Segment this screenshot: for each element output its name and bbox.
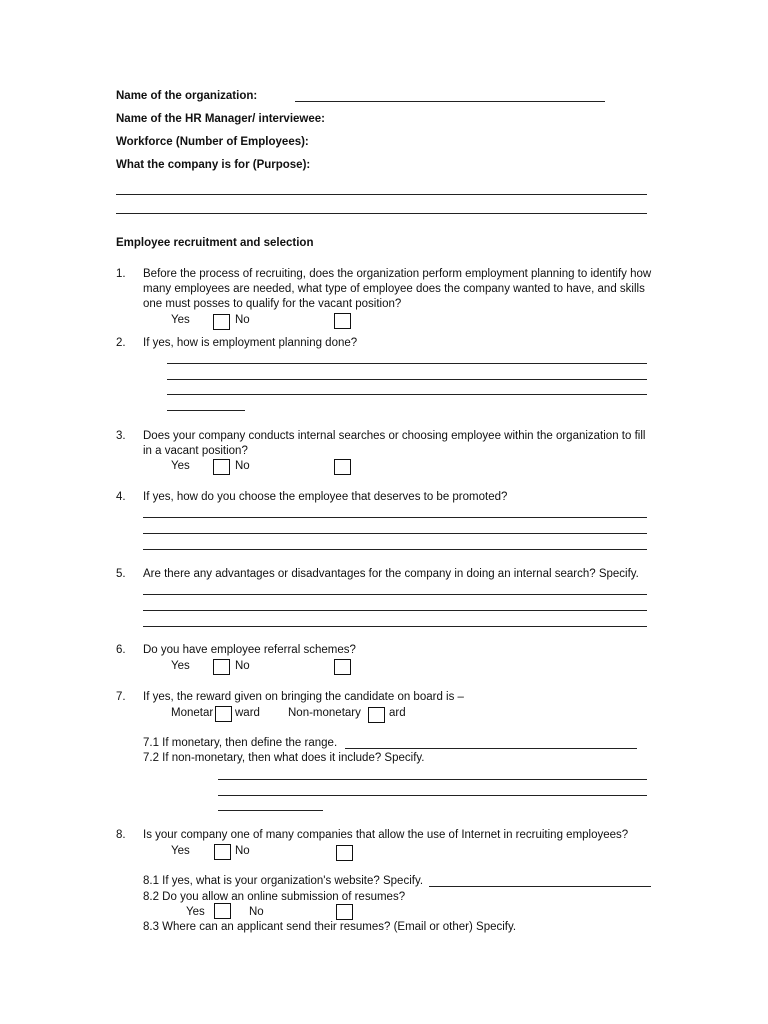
q8-2-yes-label: Yes — [186, 906, 205, 918]
q6-number: 6. — [116, 644, 126, 656]
q7-monetary-label-b: ward — [235, 707, 260, 719]
q8-1-answer-line[interactable] — [429, 886, 651, 887]
q8-no-label: No — [235, 845, 250, 857]
q1-no-label: No — [235, 314, 250, 326]
purpose-line-1[interactable] — [116, 194, 647, 195]
section-title: Employee recruitment and selection — [116, 237, 314, 249]
q8-no-checkbox[interactable] — [336, 845, 353, 861]
q5-number: 5. — [116, 568, 126, 580]
q4-answer-line-3[interactable] — [143, 549, 647, 550]
q2-text: If yes, how is employment planning done? — [143, 337, 358, 349]
q3-no-checkbox[interactable] — [334, 459, 351, 475]
q2-answer-line-4[interactable] — [167, 410, 245, 411]
q7-2-answer-line-1[interactable] — [218, 779, 647, 780]
q7-1-answer-line[interactable] — [345, 748, 637, 749]
q7-number: 7. — [116, 691, 126, 703]
q8-3-text: 8.3 Where can an applicant send their resumes? (Email or other) Specify. — [143, 921, 517, 933]
workforce-label: Workforce (Number of Employees): — [116, 136, 309, 148]
q8-text: Is your company one of many companies that allow the use of Internet in recruiting employees? — [143, 829, 629, 841]
q2-answer-line-2[interactable] — [167, 379, 647, 380]
q8-2-no-label: No — [249, 906, 264, 918]
org-name-label: Name of the organization: — [116, 90, 258, 102]
q2-answer-line-1[interactable] — [167, 363, 647, 364]
q5-answer-line-2[interactable] — [143, 610, 647, 611]
q3-yes-checkbox[interactable] — [213, 459, 230, 475]
q6-no-checkbox[interactable] — [334, 659, 351, 675]
q4-answer-line-2[interactable] — [143, 533, 647, 534]
q7-monetary-label-a: Monetar — [171, 707, 214, 719]
q7-text: If yes, the reward given on bringing the candidate on board is – — [143, 691, 464, 703]
q8-1-text: 8.1 If yes, what is your organization's website? Specify. — [143, 875, 424, 887]
q7-nonmonetary-label-c: ard — [389, 707, 406, 719]
q4-answer-line-1[interactable] — [143, 517, 647, 518]
q2-answer-line-3[interactable] — [167, 394, 647, 395]
q5-text: Are there any advantages or disadvantages for the company in doing an internal search? Specify. — [143, 568, 639, 580]
q5-answer-line-3[interactable] — [143, 626, 647, 627]
q7-monetary-checkbox[interactable] — [215, 706, 232, 722]
q1-text: Before the process of recruiting, does the organization perform employment planning to identify how many employees are needed, what type of employee does the company wanted to have, and skills one must posses to qualify for the vacant position? — [143, 268, 652, 310]
q3-no-label: No — [235, 460, 250, 472]
q2-number: 2. — [116, 337, 126, 349]
hr-manager-label: Name of the HR Manager/ interviewee: — [116, 113, 325, 125]
q8-yes-checkbox[interactable] — [214, 844, 231, 860]
q8-number: 8. — [116, 829, 126, 841]
purpose-label: What the company is for (Purpose): — [116, 159, 311, 171]
q7-2-answer-line-2[interactable] — [218, 795, 647, 796]
org-name-line[interactable] — [295, 101, 605, 102]
q1-yes-checkbox[interactable] — [213, 314, 230, 330]
q6-text: Do you have employee referral schemes? — [143, 644, 356, 656]
q1-no-checkbox[interactable] — [334, 313, 351, 329]
q5-answer-line-1[interactable] — [143, 594, 647, 595]
q8-2-text: 8.2 Do you allow an online submission of resumes? — [143, 891, 406, 903]
q7-2-answer-line-3[interactable] — [218, 810, 323, 811]
q3-number: 3. — [116, 430, 126, 442]
q8-yes-label: Yes — [171, 845, 190, 857]
q7-1-text: 7.1 If monetary, then define the range. — [143, 737, 338, 749]
q3-yes-label: Yes — [171, 460, 190, 472]
q6-yes-label: Yes — [171, 660, 190, 672]
q8-2-yes-checkbox[interactable] — [214, 903, 231, 919]
q4-number: 4. — [116, 491, 126, 503]
q1-yes-label: Yes — [171, 314, 190, 326]
q4-text: If yes, how do you choose the employee that deserves to be promoted? — [143, 491, 508, 503]
q7-nonmonetary-checkbox[interactable] — [368, 707, 385, 723]
q6-yes-checkbox[interactable] — [213, 659, 230, 675]
q1-number: 1. — [116, 268, 126, 280]
purpose-line-2[interactable] — [116, 213, 647, 214]
q8-2-no-checkbox[interactable] — [336, 904, 353, 920]
q3-text: Does your company conducts internal searches or choosing employee within the organization to fill in a vacant position? — [143, 430, 646, 457]
q6-no-label: No — [235, 660, 250, 672]
q7-2-text: 7.2 If non-monetary, then what does it include? Specify. — [143, 752, 425, 764]
q7-nonmonetary-label-a: Non-monetary — [288, 707, 361, 719]
